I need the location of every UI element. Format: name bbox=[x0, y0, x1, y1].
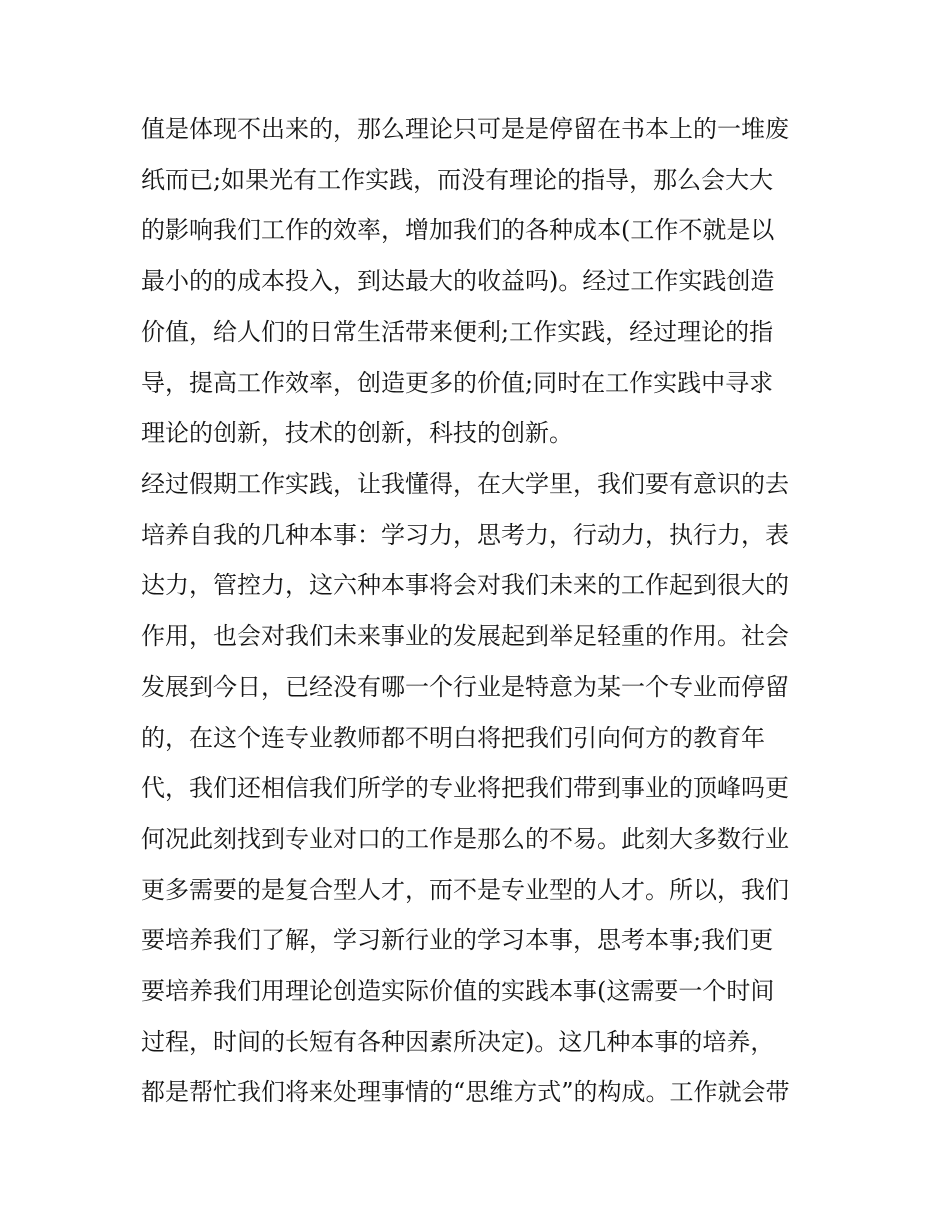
text-line: 的影响我们工作的效率，增加我们的各种成本(工作不就是以 bbox=[141, 216, 775, 245]
text-line: 发展到今日，已经没有哪一个行业是特意为某一个专业而停留 bbox=[141, 672, 789, 701]
text-line: 要培养我们用理论创造实际价值的实践本事(这需要一个时间 bbox=[141, 977, 775, 1005]
text-line: 更多需要的是复合型人才，而不是专业型的人才。所以，我们 bbox=[141, 875, 789, 904]
text-line: 纸而已;如果光有工作实践，而没有理论的指导，那么会大大 bbox=[141, 165, 774, 194]
text-line: 何况此刻找到专业对口的工作是那么的不易。此刻大多数行业 bbox=[141, 824, 789, 853]
text-line: 理论的创新，技术的创新，科技的创新。 bbox=[141, 419, 573, 448]
text-line: 培养自我的几种本事：学习力，思考力，行动力，执行力，表 bbox=[141, 520, 789, 549]
text-line: 导，提高工作效率，创造更多的价值;同时在工作实践中寻求 bbox=[141, 368, 774, 397]
text-line: 最小的的成本投入，到达最大的收益吗)。经过工作实践创造 bbox=[141, 267, 775, 296]
text-line: 价值，给人们的日常生活带来便利;工作实践，经过理论的指 bbox=[141, 317, 774, 346]
text-line: 的，在这个连专业教师都不明白将把我们引向何方的教育年 bbox=[141, 723, 765, 752]
text-line: 作用，也会对我们未来事业的发展起到举足轻重的作用。社会 bbox=[141, 622, 789, 651]
text-line: 过程，时间的长短有各种因素所决定)。这几种本事的培养， bbox=[141, 1027, 775, 1056]
text-line: 值是体现不出来的，那么理论只可是是停留在书本上的一堆废 bbox=[141, 115, 789, 143]
text-line: 达力，管控力，这六种本事将会对我们未来的工作起到很大的 bbox=[141, 571, 789, 600]
text-line: 经过假期工作实践，让我懂得，在大学里，我们要有意识的去 bbox=[141, 470, 789, 498]
text-line: 都是帮忙我们将来处理事情的“思维方式”的构成。工作就会带 bbox=[141, 1078, 790, 1107]
text-line: 要培养我们了解，学习新行业的学习本事，思考本事;我们更 bbox=[141, 926, 774, 955]
text-line: 代，我们还相信我们所学的专业将把我们带到事业的顶峰吗更 bbox=[141, 774, 789, 803]
